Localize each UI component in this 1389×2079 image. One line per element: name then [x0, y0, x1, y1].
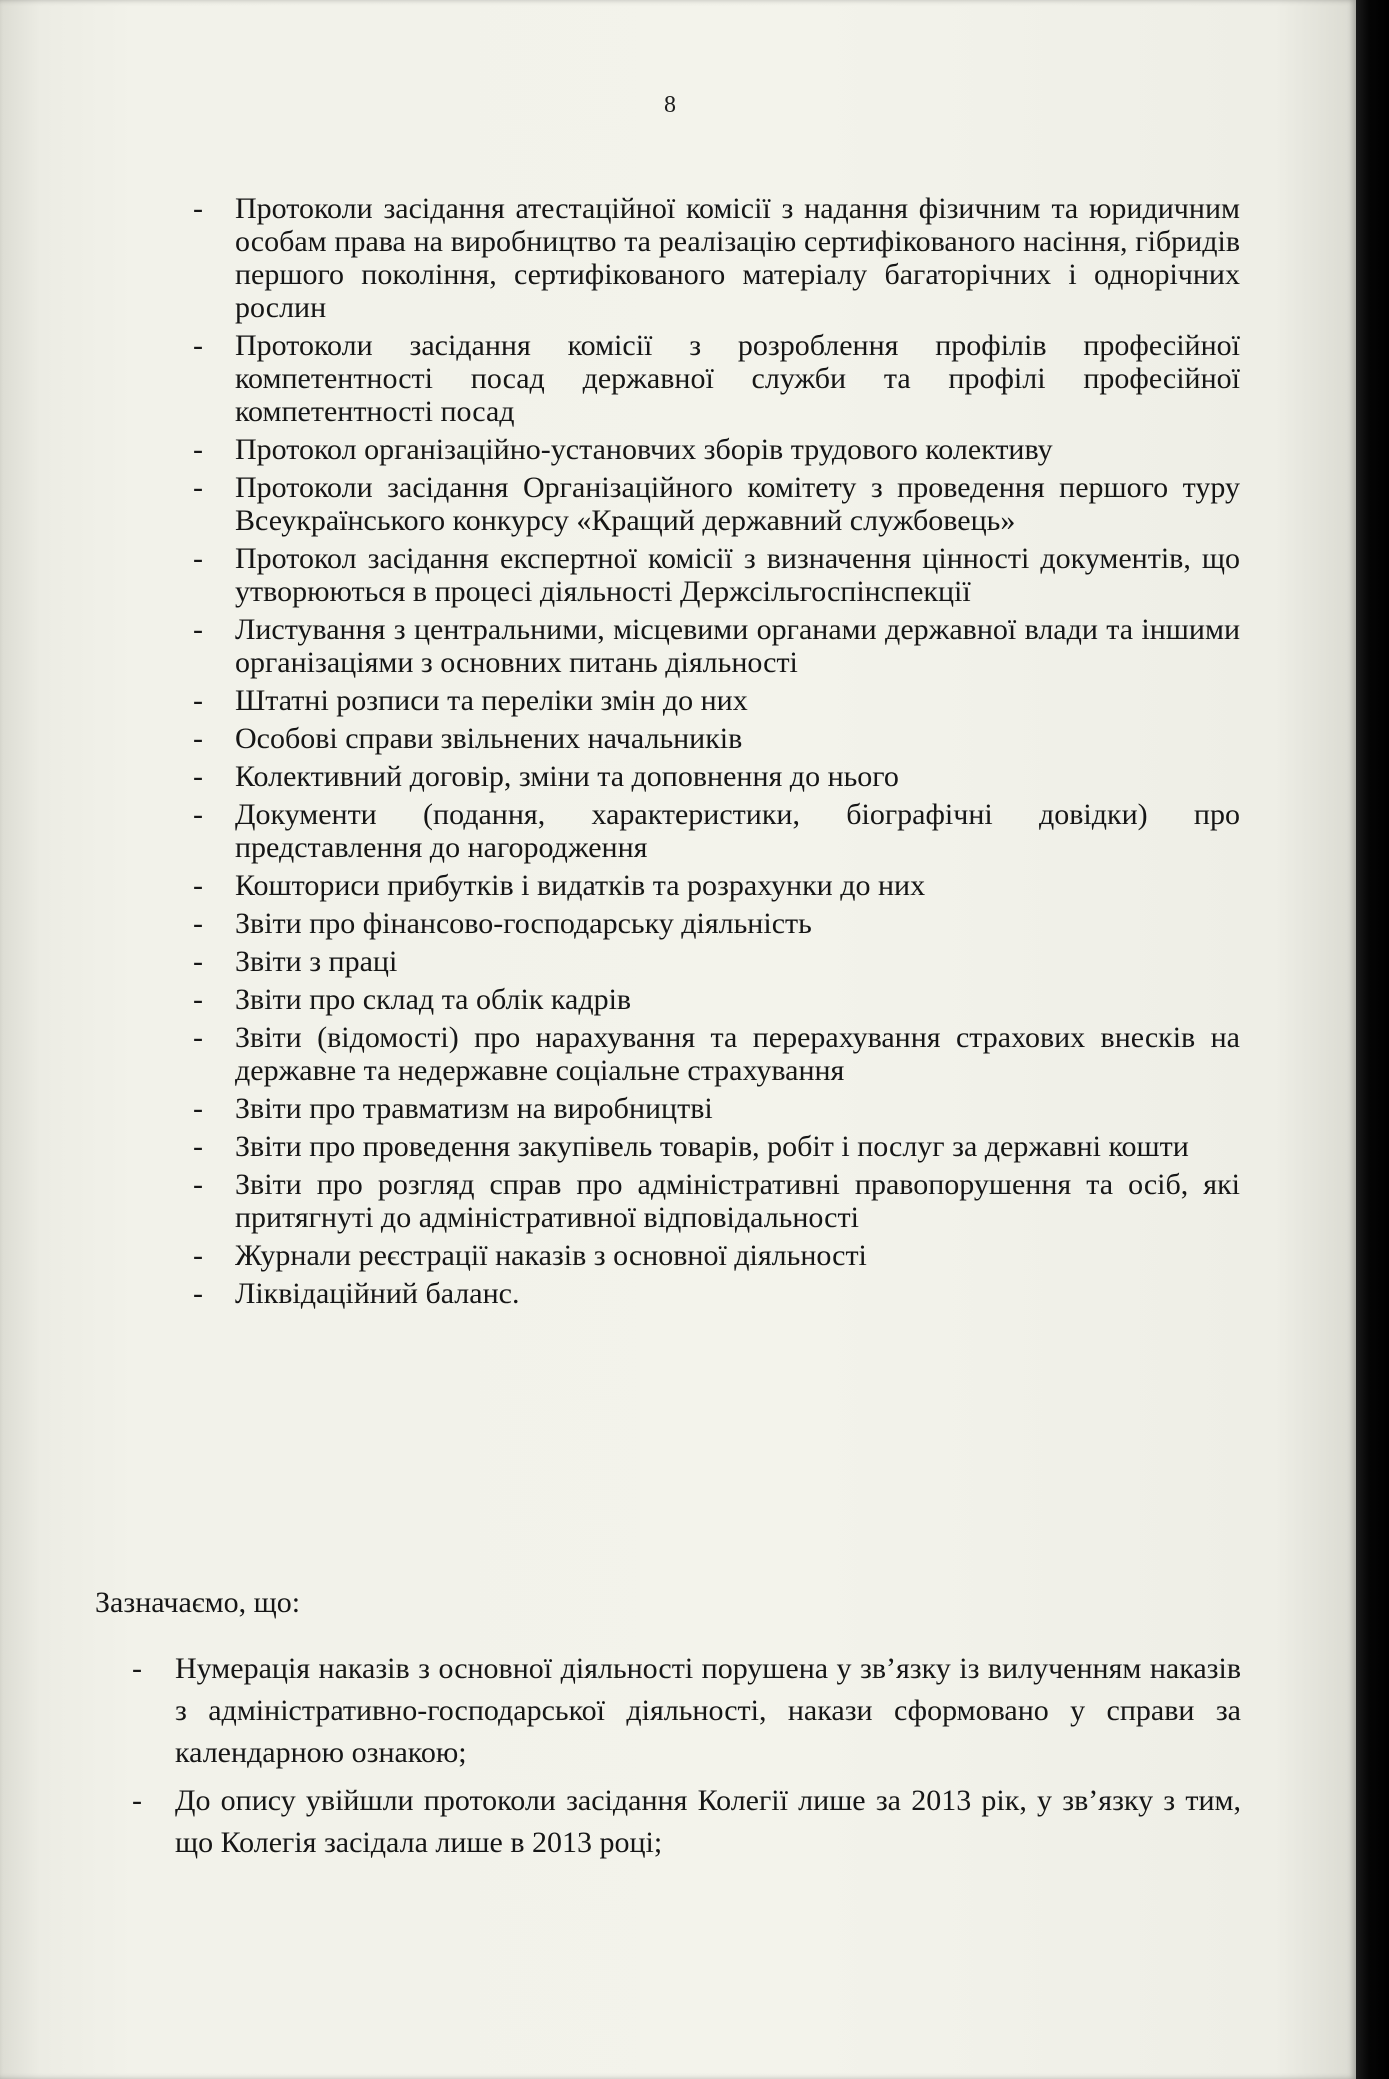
list-dash: -: [193, 1168, 203, 1201]
list-item-text: Штатні розписи та переліки змін до них: [235, 684, 748, 717]
list-item-text: Колективний договір, зміни та доповнення до нього: [235, 760, 899, 793]
list-item-text: Листування з центральними, місцевими органами державної влади та іншими організаціями з основних питань діяльності: [235, 613, 1240, 679]
list-item: [0, 192, 1356, 324]
list-item-text: Звіти про розгляд справ про адміністративні правопорушення та осіб, які притягнуті до адміністративної відповідальності: [235, 1168, 1240, 1234]
list-item-text: Звіти про фінансово-господарську діяльність: [235, 907, 812, 940]
list-dash: -: [193, 945, 203, 978]
list-dash: -: [193, 983, 203, 1016]
list-item: [0, 1130, 1356, 1163]
list-dash: -: [193, 1277, 203, 1310]
list-item-text: Протоколи засідання Організаційного комітету з проведення першого туру Всеукраїнського конкурсу «Кращий державний службовець»: [235, 471, 1240, 537]
list-item: [0, 684, 1356, 717]
list-item: [0, 983, 1356, 1016]
list-item-text: Протокол організаційно-установчих зборів трудового колективу: [235, 433, 1053, 466]
list-item: [0, 907, 1356, 940]
list-item-text: Звіти (відомості) про нарахування та перерахування страхових внесків на державне та недержавне соціальне страхування: [235, 1021, 1240, 1087]
list-item-text: Звіти про проведення закупівель товарів, робіт і послуг за державні кошти: [235, 1130, 1189, 1163]
list-dash: -: [193, 1092, 203, 1125]
list-dash: -: [132, 1652, 142, 1685]
list-item-text: Ліквідаційний баланс.: [235, 1277, 520, 1310]
list-item: [0, 433, 1356, 466]
list-item-text: Журнали реєстрації наказів з основної діяльності: [235, 1239, 867, 1272]
list-item: [0, 1277, 1356, 1310]
list-item: [0, 1239, 1356, 1272]
list-item-text: Особові справи звільнених начальників: [235, 722, 743, 755]
list-dash: -: [193, 329, 203, 362]
list-item: [0, 945, 1356, 978]
list-dash: -: [193, 471, 203, 504]
note-item-text: До опису увійшли протоколи засідання Колегії лише за 2013 рік, у зв’язку з тим, що Колегія засідала лише в 2013 році;: [175, 1784, 1241, 1859]
list-item-text: Протоколи засідання атестаційної комісії з надання фізичним та юридичним особам права на виробництво та реалізацію сертифікованого насіння, гібридів першого покоління, сертифікованого матеріалу багаторічних і однорічних рослин: [235, 192, 1240, 324]
list-dash: -: [193, 684, 203, 717]
scanner-edge: [1356, 0, 1389, 2079]
list-item-text: Протоколи засідання комісії з розроблення профілів професійної компетентності посад державної служби та профілі професійної компетентності посад: [235, 329, 1240, 428]
notes-list: [0, 1648, 1356, 1870]
page-number: 8: [664, 92, 676, 118]
list-dash: -: [193, 1021, 203, 1054]
list-item: [0, 722, 1356, 755]
note-item: [0, 1780, 1356, 1864]
note-item: [0, 1648, 1356, 1774]
list-item: [0, 471, 1356, 537]
list-dash: -: [193, 869, 203, 902]
list-item: [0, 542, 1356, 608]
list-dash: -: [193, 192, 203, 225]
list-dash: -: [193, 907, 203, 940]
list-dash: -: [193, 613, 203, 646]
list-item-text: Звіти про травматизм на виробництві: [235, 1092, 713, 1125]
list-item-text: Звіти з праці: [235, 945, 398, 978]
list-item: [0, 1021, 1356, 1087]
list-item: [0, 798, 1356, 864]
list-item: [0, 869, 1356, 902]
list-dash: -: [132, 1784, 142, 1817]
list-item: [0, 329, 1356, 428]
list-item-text: Кошториси прибутків і видатків та розрахунки до них: [235, 869, 926, 902]
list-dash: -: [193, 722, 203, 755]
list-dash: -: [193, 433, 203, 466]
list-dash: -: [193, 1239, 203, 1272]
list-item: [0, 613, 1356, 679]
list-item-text: Документи (подання, характеристики, біографічні довідки) про представлення до нагородження: [235, 798, 1240, 864]
records-list: [0, 192, 1356, 1315]
list-dash: -: [193, 798, 203, 831]
list-item: [0, 1092, 1356, 1125]
list-item-text: Звіти про склад та облік кадрів: [235, 983, 632, 1016]
list-item: [0, 1168, 1356, 1234]
list-dash: -: [193, 1130, 203, 1163]
notes-intro: Зазначаємо, що:: [95, 1586, 301, 1619]
note-item-text: Нумерація наказів з основної діяльності порушена у зв’язку із вилученням наказів з адміністративно-господарської діяльності, накази сформовано у справи за календарною ознакою;: [175, 1652, 1241, 1769]
list-item-text: Протокол засідання експертної комісії з визначення цінності документів, що утворюються в процесі діяльності Держсільгоспінспекції: [235, 542, 1240, 608]
list-dash: -: [193, 760, 203, 793]
list-dash: -: [193, 542, 203, 575]
list-item: [0, 760, 1356, 793]
